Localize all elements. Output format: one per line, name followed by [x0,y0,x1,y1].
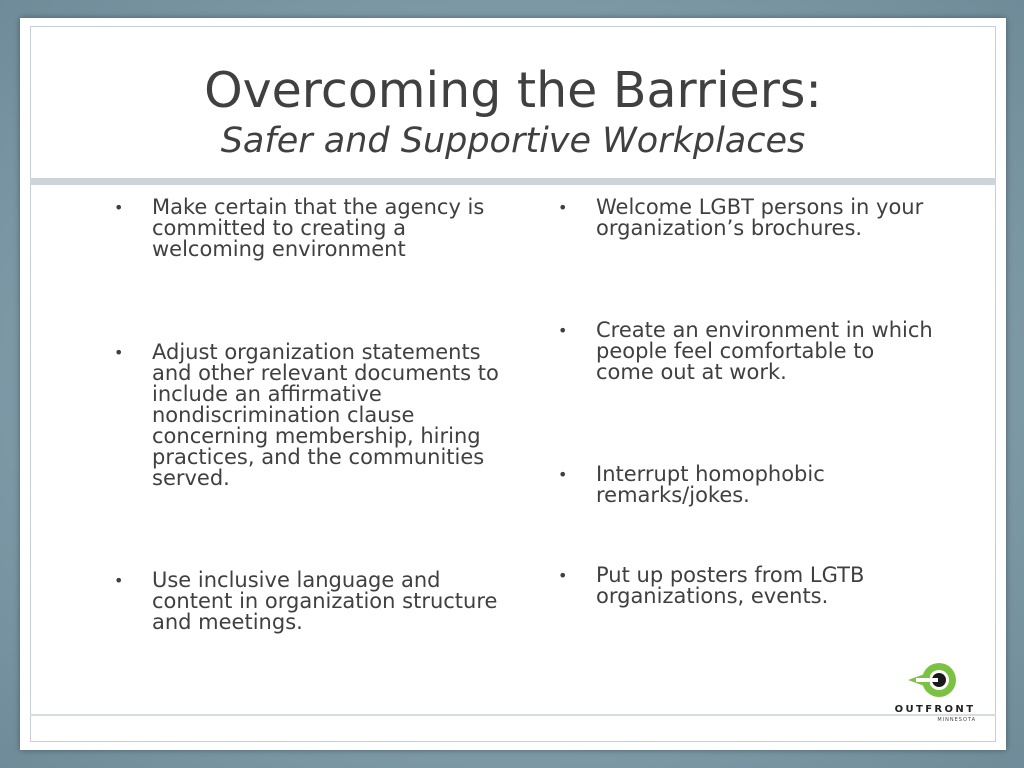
bullet-item: • Welcome LGBT persons in your organization’s brochures. [558,197,938,239]
right-bullet-list [558,181,938,607]
slide-title: Overcoming the Barriers: [204,62,822,119]
logo-name: OUTFRONT [894,704,976,715]
bullet-item: • Adjust organization statements and other relevant documents to include an affirmative nondiscrimination clause concerning membership, hiring practices, and the communities served. [114,342,504,489]
logo-subtext: MINNESOTA [937,717,976,723]
bullet-item: • Put up posters from LGTB organizations, events. [558,565,938,607]
bullet-item: • Create an environment in which people feel comfortable to come out at work. [558,320,938,383]
slide-subtitle: Safer and Supportive Workplaces [220,121,806,161]
outfront-o-logo-icon [894,658,976,704]
outfront-logo [894,658,976,736]
slide [20,18,1006,750]
bullet-item: • Use inclusive language and content in organization structure and meetings. [114,570,504,633]
bullet-item: • Interrupt homophobic remarks/jokes. [558,464,938,506]
title-block [20,64,1006,163]
left-bullet-list [114,181,504,633]
bullet-item: • Make certain that the agency is committed to creating a welcoming environment [114,197,504,260]
footer-divider [30,714,996,716]
